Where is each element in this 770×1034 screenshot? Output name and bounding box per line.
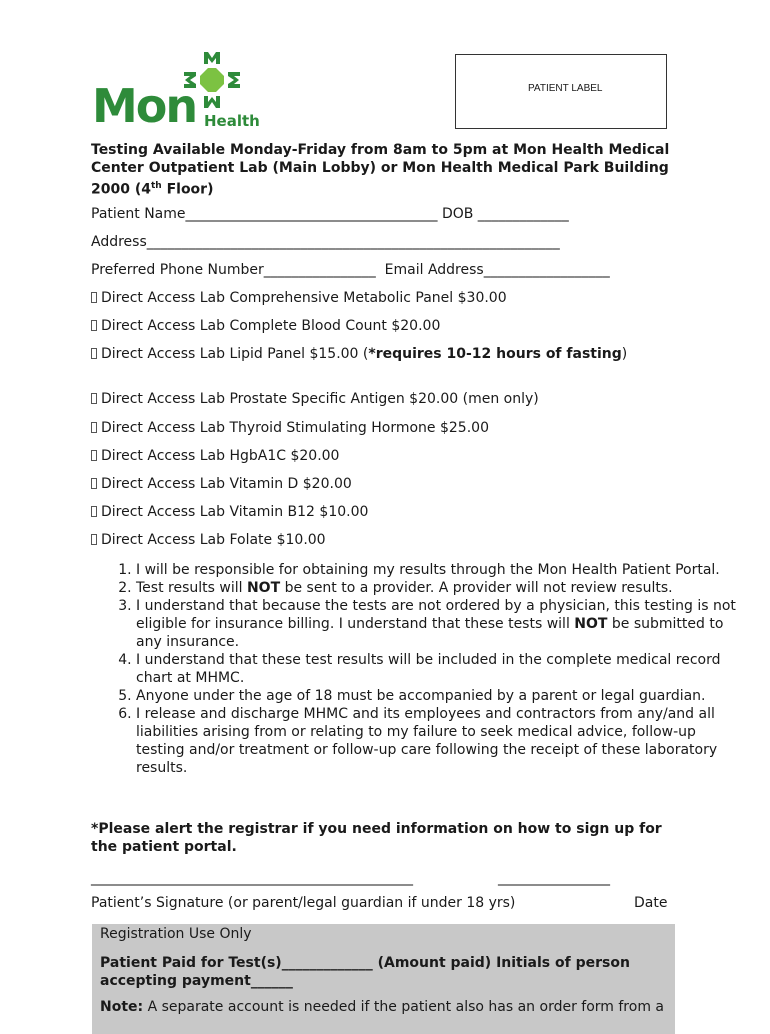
date-label: Date <box>634 895 668 911</box>
signature-line[interactable]: ______________________________________________ <box>91 870 413 886</box>
fasting-note: *requires 10-12 hours of fasting <box>368 346 622 362</box>
test-item[interactable]: Direct Access Lab Vitamin D $20.00 <box>91 476 352 492</box>
term-item: 6. I release and discharge MHMC and its employees and contractors from any/and all liabilities arising from or relating to my failure to seek medical advice, follow-up testing and/or treatment or follow-up care following the receipt of these laboratory results. <box>136 705 736 777</box>
header-line-3: 2000 (4th Floor) <box>91 181 214 198</box>
signature-label: Patient’s Signature (or parent/legal guardian if under 18 yrs) <box>91 895 516 911</box>
test-item[interactable]: Direct Access Lab Vitamin B12 $10.00 <box>91 504 368 520</box>
mon-health-logo <box>92 50 267 132</box>
phone-email-field[interactable]: Preferred Phone Number________________ Email Address__________________ <box>91 262 610 278</box>
term-item: 3. I understand that because the tests are not ordered by a physician, this testing is not eligible for insurance billing. I understand that these tests will NOT be submitted to any insurance. <box>136 597 736 651</box>
checkbox-icon[interactable] <box>91 506 97 517</box>
test-item[interactable]: Direct Access Lab Comprehensive Metabolic Panel $30.00 <box>91 290 507 306</box>
header-line-2: Center Outpatient Lab (Main Lobby) or Mon Health Medical Park Building <box>91 160 669 176</box>
term-item: 5. Anyone under the age of 18 must be accompanied by a parent or legal guardian. <box>136 687 736 705</box>
checkbox-icon[interactable] <box>91 422 97 433</box>
test-item[interactable]: Direct Access Lab Lipid Panel $15.00 (*requires 10-12 hours of fasting) <box>91 346 627 362</box>
test-item[interactable]: Direct Access Lab Complete Blood Count $20.00 <box>91 318 440 334</box>
patient-label-box <box>455 54 667 129</box>
checkbox-icon[interactable] <box>91 450 97 461</box>
portal-alert: *Please alert the registrar if you need information on how to sign up for the patient portal. <box>91 821 662 855</box>
checkbox-icon[interactable] <box>91 393 97 404</box>
header-line-1: Testing Available Monday-Friday from 8am to 5pm at Mon Health Medical <box>91 142 670 158</box>
registration-note: Note: A separate account is needed if the patient also has an order form from a <box>100 999 664 1015</box>
term-item: 2. Test results will NOT be sent to a provider. A provider will not review results. <box>136 579 736 597</box>
test-item[interactable]: Direct Access Lab Folate $10.00 <box>91 532 326 548</box>
test-item[interactable]: Direct Access Lab HgbA1C $20.00 <box>91 448 339 464</box>
patient-label-text: PATIENT LABEL <box>528 83 603 94</box>
patient-name-dob-field[interactable]: Patient Name____________________________________ DOB _____________ <box>91 206 569 222</box>
term-item: 1. I will be responsible for obtaining my results through the Mon Health Patient Portal. <box>136 561 736 579</box>
date-line[interactable]: ________________ <box>498 870 610 886</box>
checkbox-icon[interactable] <box>91 348 97 359</box>
checkbox-icon[interactable] <box>91 534 97 545</box>
checkbox-icon[interactable] <box>91 478 97 489</box>
testing-hours-header <box>91 141 691 199</box>
terms-list <box>91 561 736 777</box>
test-item[interactable]: Direct Access Lab Prostate Specific Antigen $20.00 (men only) <box>91 391 539 407</box>
test-item[interactable]: Direct Access Lab Thyroid Stimulating Hormone $25.00 <box>91 420 489 436</box>
address-field[interactable]: Address___________________________________________________________ <box>91 234 560 250</box>
checkbox-icon[interactable] <box>91 292 97 303</box>
payment-field[interactable]: Patient Paid for Test(s)_____________ (Amount paid) Initials of person accepting payment______ <box>100 955 630 989</box>
term-item: 4. I understand that these test results will be included in the complete medical record chart at MHMC. <box>136 651 736 687</box>
registration-title: Registration Use Only <box>100 926 252 942</box>
checkbox-icon[interactable] <box>91 320 97 331</box>
registration-box <box>92 924 675 1034</box>
logo-subtitle: Health <box>204 112 260 130</box>
logo-wordmark: Mon <box>92 79 197 133</box>
